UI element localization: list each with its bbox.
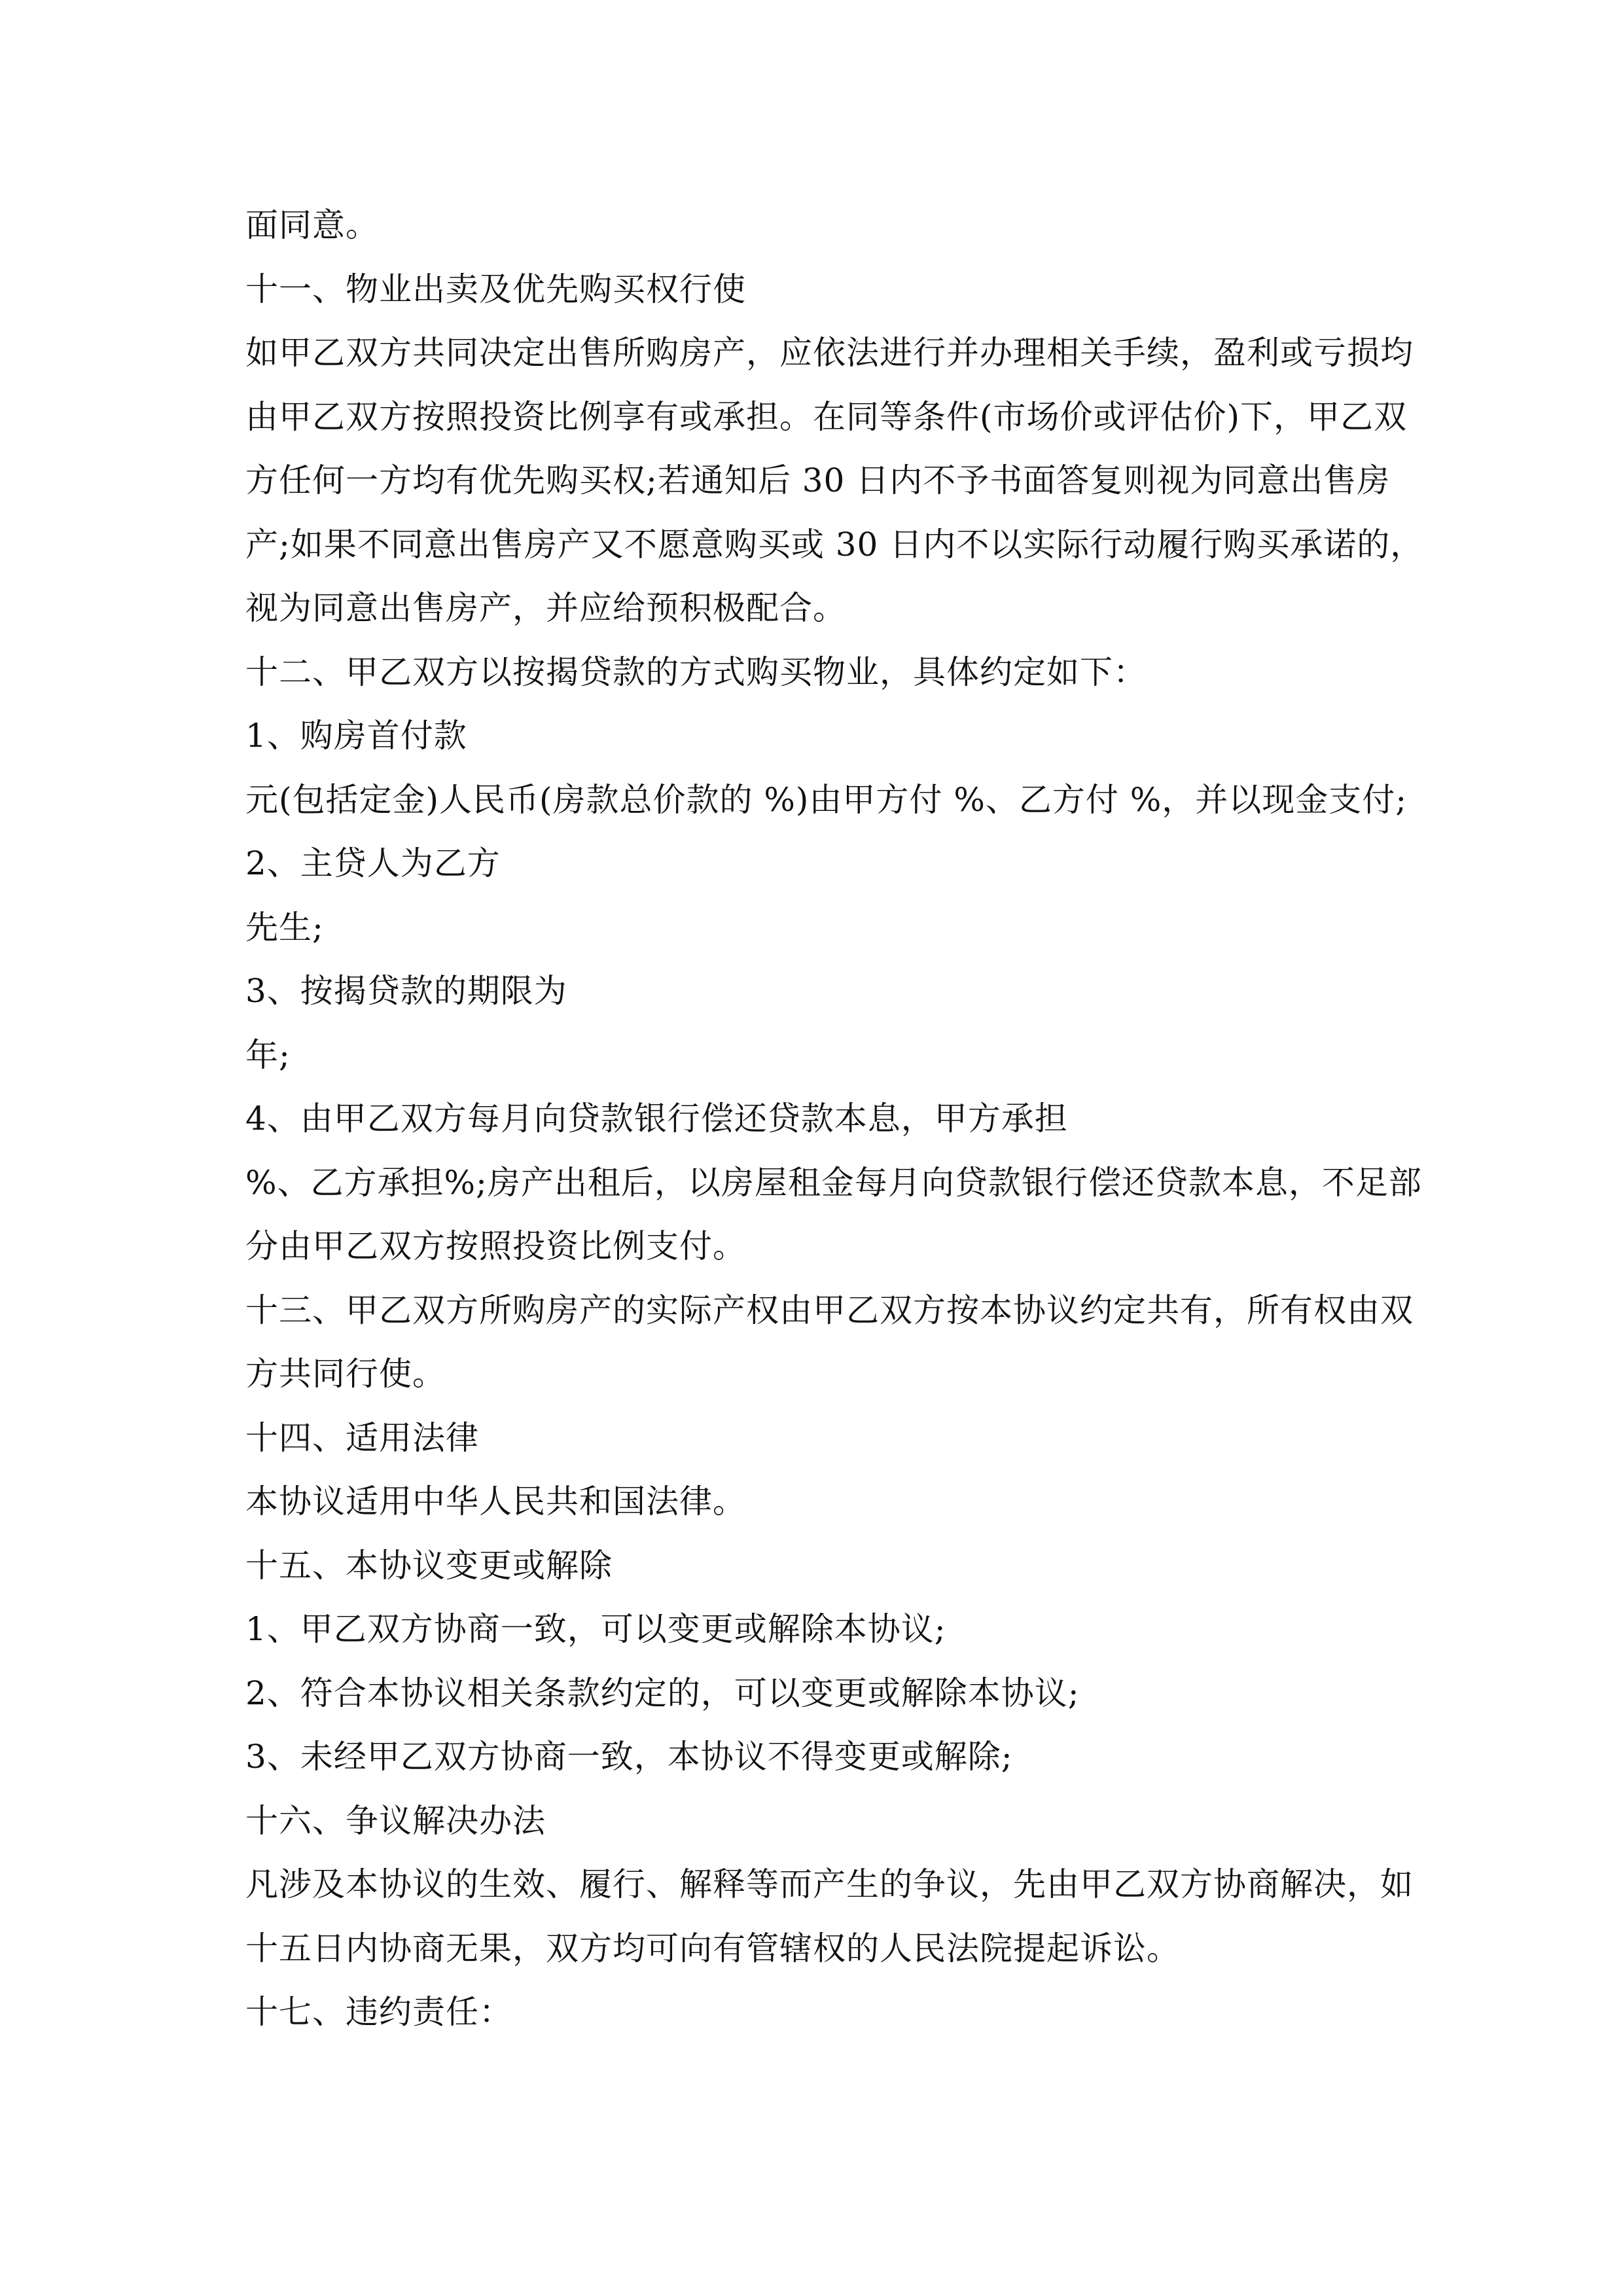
- list-item: 1、甲乙双方协商一致，可以变更或解除本协议;: [245, 1610, 946, 1648]
- list-item: 4、由甲乙双方每月向贷款银行偿还贷款本息，甲方承担: [245, 1100, 1068, 1138]
- section-heading: 十二、甲乙双方以按揭贷款的方式购买物业，具体约定如下：: [245, 653, 1147, 691]
- text-line: 如甲乙双方共同决定出售所购房产，应依法进行并办理相关手续，盈利或亏损均: [245, 334, 1414, 372]
- text-line: 视为同意出售房产，并应给预积极配合。: [245, 589, 846, 627]
- text-line: 凡涉及本协议的生效、履行、解释等而产生的争议，先由甲乙双方协商解决，如: [245, 1865, 1414, 1903]
- section-heading: 十一、物业出卖及优先购买权行使: [245, 270, 746, 308]
- text-line: 先生;: [245, 908, 324, 946]
- text-line: 元(包括定金)人民币(房款总价款的 %)由甲方付 %、乙方付 %，并以现金支付;: [245, 780, 1408, 819]
- text-line: 分由甲乙双方按照投资比例支付。: [245, 1227, 746, 1265]
- text-line: 面同意。: [245, 206, 379, 244]
- list-item: 2、符合本协议相关条款约定的，可以变更或解除本协议;: [245, 1674, 1080, 1712]
- text-line: 年;: [245, 1035, 291, 1074]
- section-heading: 十六、争议解决办法: [245, 1801, 546, 1840]
- text-line: 产;如果不同意出售房产又不愿意购买或 30 日内不以实际行动履行购买承诺的，: [245, 525, 1424, 564]
- list-item: 3、按揭贷款的期限为: [245, 972, 567, 1010]
- text-line: 方任何一方均有优先购买权;若通知后 30 日内不予书面答复则视为同意出售房: [245, 461, 1391, 499]
- list-item: 1、购房首付款: [245, 717, 467, 755]
- text-line: 十五日内协商无果，双方均可向有管辖权的人民法院提起诉讼。: [245, 1929, 1180, 1967]
- text-line: %、乙方承担%;房产出租后，以房屋租金每月向贷款银行偿还贷款本息，不足部: [245, 1163, 1422, 1202]
- section-heading: 十七、违约责任：: [245, 1993, 512, 2031]
- section-heading: 十三、甲乙双方所购房产的实际产权由甲乙双方按本协议约定共有，所有权由双: [245, 1291, 1414, 1329]
- section-heading: 十五、本协议变更或解除: [245, 1546, 613, 1585]
- section-heading: 十四、适用法律: [245, 1418, 479, 1457]
- list-item: 2、主贷人为乙方: [245, 844, 501, 882]
- text-line: 本协议适用中华人民共和国法律。: [245, 1482, 746, 1520]
- text-line: 方共同行使。: [245, 1355, 446, 1393]
- list-item: 3、未经甲乙双方协商一致，本协议不得变更或解除;: [245, 1738, 1013, 1776]
- text-line: 由甲乙双方按照投资比例享有或承担。在同等条件(市场价或评估价)下，甲乙双: [245, 397, 1408, 436]
- document-body: [245, 194, 1424, 2045]
